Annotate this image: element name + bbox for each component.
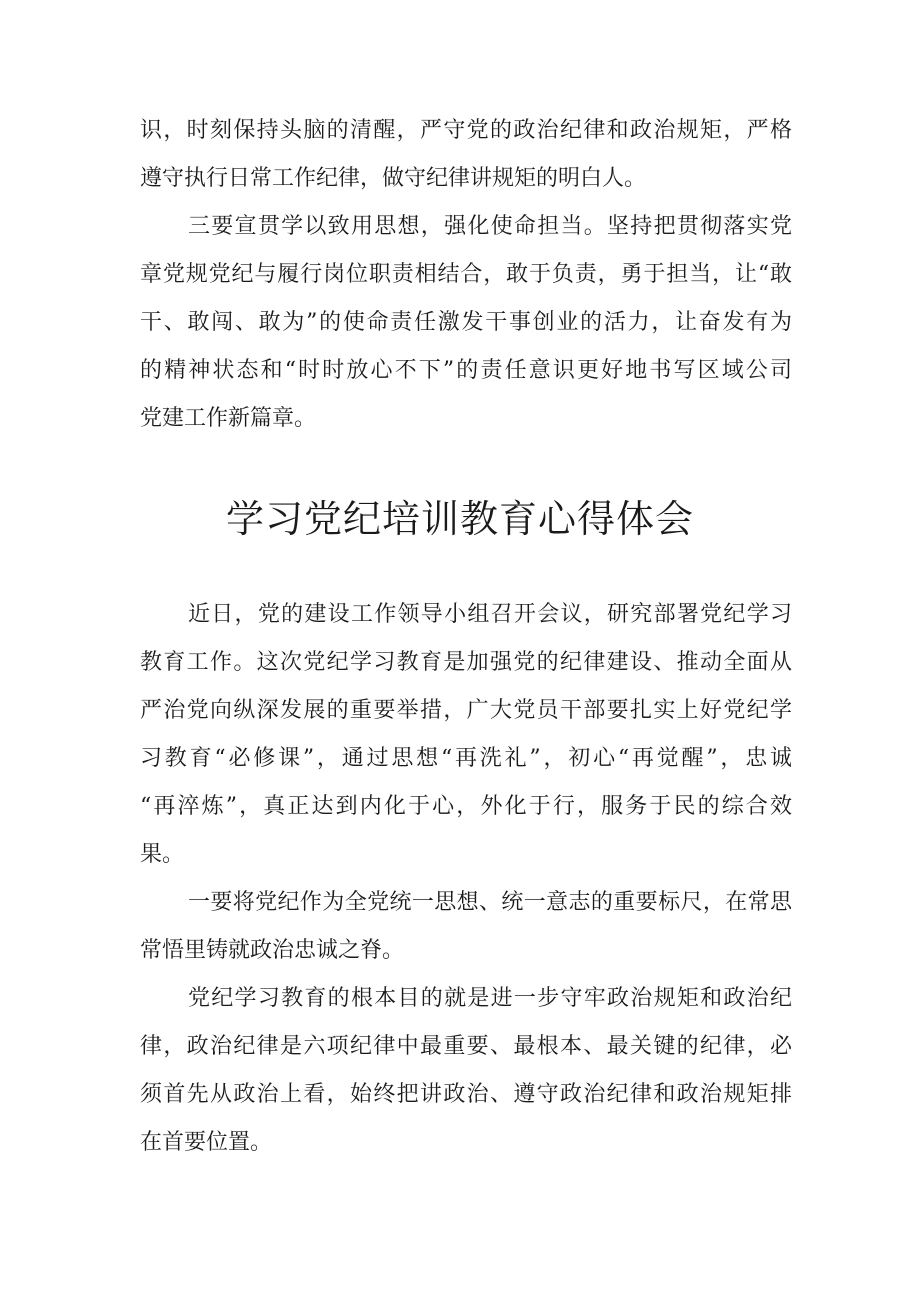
paragraph-line: “再淬炼”，真正达到内化于心，外化于行，服务于民的综合效 xyxy=(140,794,792,819)
paragraph-line: 章党规党纪与履行岗位职责相结合，敢于负责，勇于担当，让“敢 xyxy=(140,262,792,287)
document-title: 学习党纪培训教育心得体会 xyxy=(225,497,694,541)
paragraph-line: 须首先从政治上看，始终把讲政治、遵守政治纪律和政治规矩排 xyxy=(140,1082,792,1107)
paragraph-line: 教育工作。这次党纪学习教育是加强党的纪律建设、推动全面从 xyxy=(140,650,792,675)
paragraph-line: 干、敢闯、敢为”的使命责任激发干事创业的活力，让奋发有为 xyxy=(140,310,792,335)
paragraph-line: 一要将党纪作为全党统一思想、统一意志的重要标尺，在常思 xyxy=(188,890,792,915)
paragraph-line: 近日，党的建设工作领导小组召开会议，研究部署党纪学习 xyxy=(188,602,792,627)
paragraph-line: 律，政治纪律是六项纪律中最重要、最根本、最关键的纪律，必 xyxy=(140,1034,792,1059)
paragraph-line: 严治党向纵深发展的重要举措，广大党员干部要扎实上好党纪学 xyxy=(140,698,792,723)
paragraph-line: 党纪学习教育的根本目的就是进一步守牢政治规矩和政治纪 xyxy=(188,986,792,1011)
paragraph-line: 党建工作新篇章。 xyxy=(140,406,317,431)
paragraph-line: 习教育“必修课”，通过思想“再洗礼”，初心“再觉醒”，忠诚 xyxy=(140,746,792,771)
paragraph-line: 果。 xyxy=(140,842,185,867)
paragraph-line: 在首要位置。 xyxy=(140,1130,273,1155)
paragraph-line: 的精神状态和“时时放心不下”的责任意识更好地书写区域公司 xyxy=(140,358,792,383)
paragraph-line: 识，时刻保持头脑的清醒，严守党的政治纪律和政治规矩，严格 xyxy=(140,118,792,143)
paragraph-line: 遵守执行日常工作纪律，做守纪律讲规矩的明白人。 xyxy=(140,166,647,191)
paragraph-line: 三要宣贯学以致用思想，强化使命担当。坚持把贯彻落实党 xyxy=(188,214,792,239)
paragraph-line: 常悟里铸就政治忠诚之脊。 xyxy=(140,938,405,963)
